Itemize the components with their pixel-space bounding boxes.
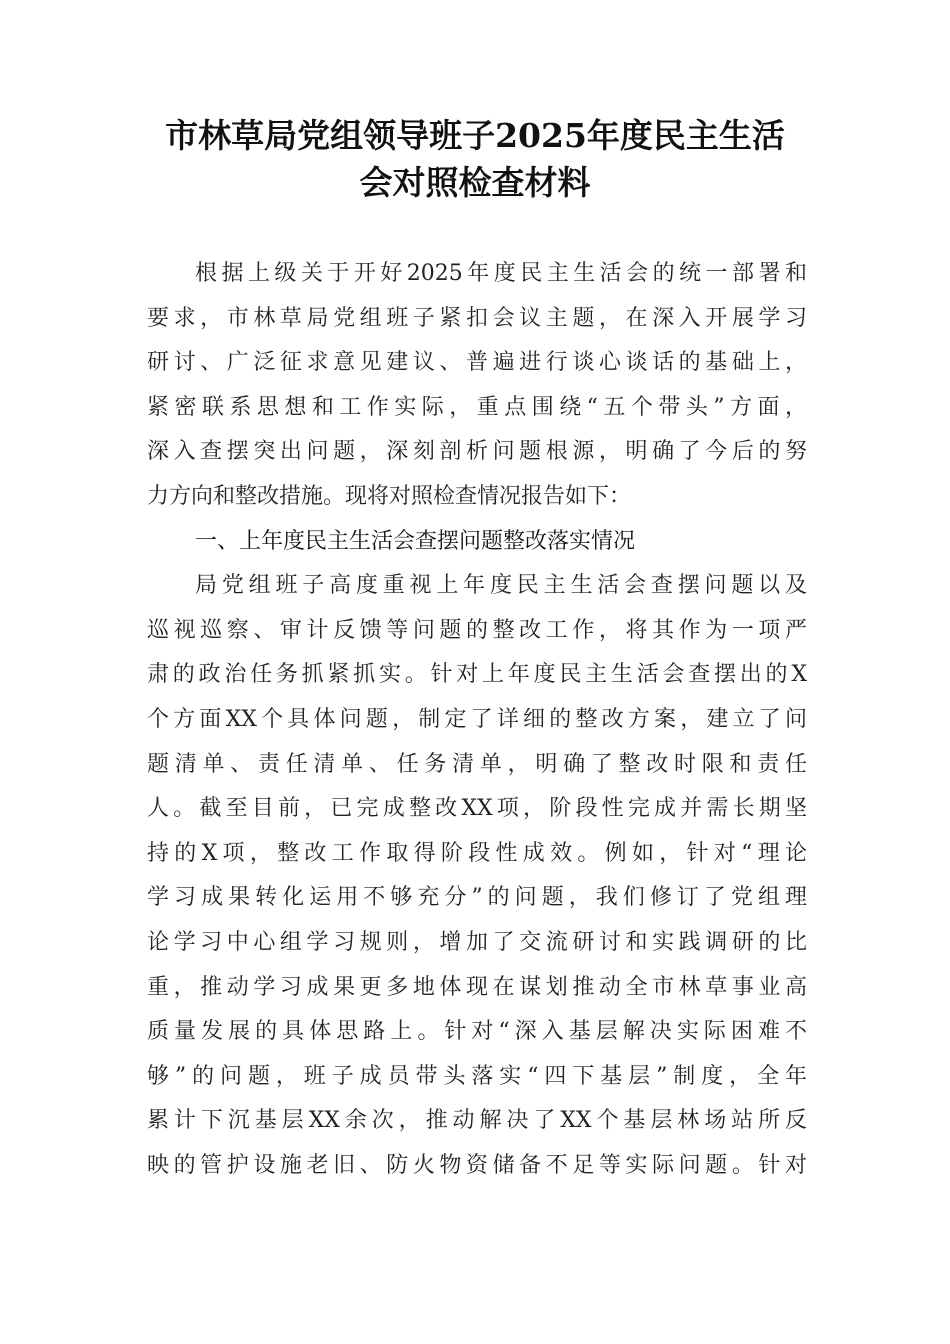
section-line: 累计下沉基层XX余次，推动解决了XX个基层林场站所反 [147, 1108, 807, 1134]
intro-line: 紧密联系思想和工作实际，重点围绕“五个带头”方面， [147, 394, 807, 420]
title-line-1: 市林草局党组领导班子2025年度民主生活 [165, 116, 785, 155]
document-body [147, 252, 807, 1188]
document-title [140, 112, 810, 206]
intro-line: 要求，市林草局党组班子紧扣会议主题，在深入开展学习 [147, 305, 807, 331]
section-line: 论学习中心组学习规则，增加了交流研讨和实践调研的比 [147, 929, 807, 955]
section-line: 学习成果转化运用不够充分”的问题，我们修订了党组理 [147, 885, 807, 911]
intro-line: 力方向和整改措施。现将对照检查情况报告如下： [147, 483, 632, 509]
section-line: 个方面XX个具体问题，制定了详细的整改方案，建立了问 [147, 706, 807, 732]
section-line: 题清单、责任清单、任务清单，明确了整改时限和责任 [147, 751, 807, 777]
section-line: 映的管护设施老旧、防火物资储备不足等实际问题。针对 [147, 1152, 807, 1178]
section-line: 重，推动学习成果更多地体现在谋划推动全市林草事业高 [147, 974, 807, 1000]
section-line: 持的X项，整改工作取得阶段性成效。例如，针对“理论 [147, 840, 807, 866]
title-line-2: 会对照检查材料 [359, 163, 591, 202]
section-line: 人。截至目前，已完成整改XX项，阶段性完成并需长期坚 [147, 796, 807, 822]
section-line: 够”的问题，班子成员带头落实“四下基层”制度，全年 [147, 1063, 807, 1089]
intro-line: 根据上级关于开好2025年度民主生活会的统一部署和 [195, 261, 807, 286]
intro-line: 深入查摆突出问题，深刻剖析问题根源，明确了今后的努 [147, 439, 807, 465]
section-heading: 一、上年度民主生活会查摆问题整改落实情况 [195, 528, 636, 554]
section-line: 质量发展的具体思路上。针对“深入基层解决实际困难不 [147, 1019, 807, 1045]
intro-line: 研讨、广泛征求意见建议、普遍进行谈心谈话的基础上， [147, 350, 807, 376]
section-line: 局党组班子高度重视上年度民主生活会查摆问题以及 [195, 573, 807, 599]
section-line: 巡视巡察、审计反馈等问题的整改工作，将其作为一项严 [147, 617, 807, 643]
section-line: 肃的政治任务抓紧抓实。针对上年度民主生活会查摆出的X [147, 662, 807, 688]
